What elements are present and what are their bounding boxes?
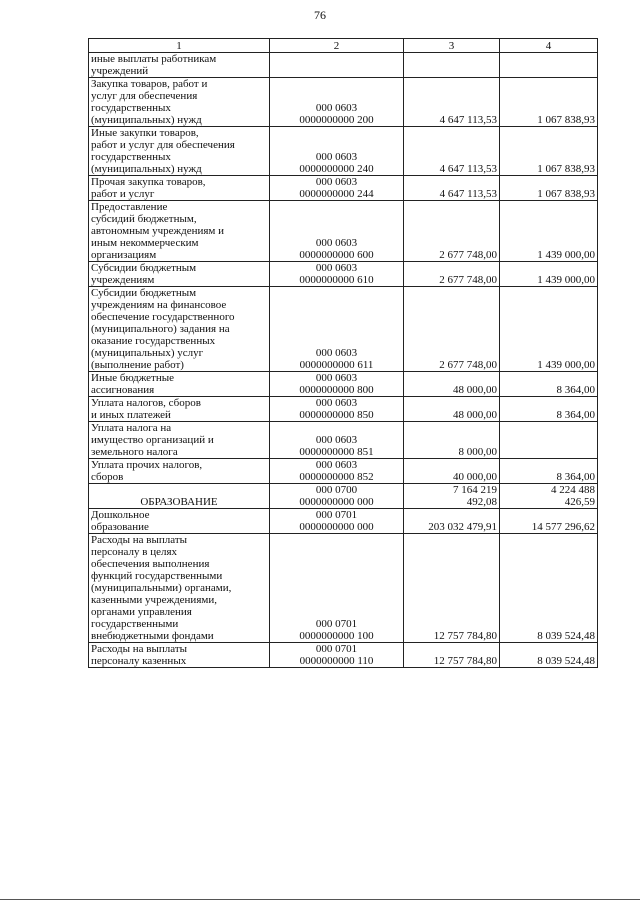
- table-row: [89, 287, 598, 372]
- row-name-cell: Расходы на выплаты персоналу в целях обеспечения выполнения функций государственными (муниципальными) органами, казенными учреждениями, органами управления государственными внебюджетными фондами: [89, 534, 270, 643]
- row-code-cell: 000 0603 0000000000 800: [270, 372, 404, 397]
- column-header: 2: [270, 39, 404, 53]
- table-row: [89, 484, 598, 509]
- row-code-cell: 000 0603 0000000000 852: [270, 459, 404, 484]
- row-name-cell: Расходы на выплаты персоналу казенных: [89, 643, 270, 668]
- row-code-cell: 000 0700 0000000000 000: [270, 484, 404, 509]
- row-code-cell: 000 0603 0000000000 610: [270, 262, 404, 287]
- row-name-cell: Дошкольное образование: [89, 509, 270, 534]
- row-value-col3-cell: 12 757 784,80: [404, 534, 500, 643]
- row-name-cell: Субсидии бюджетным учреждениям: [89, 262, 270, 287]
- row-value-col4-cell: 14 577 296,62: [500, 509, 598, 534]
- row-value-col3-cell: 7 164 219 492,08: [404, 484, 500, 509]
- row-code-cell: 000 0603 0000000000 850: [270, 397, 404, 422]
- row-code-cell: 000 0603 0000000000 244: [270, 176, 404, 201]
- row-name-cell: Прочая закупка товаров, работ и услуг: [89, 176, 270, 201]
- table-row: [89, 372, 598, 397]
- row-value-col4-cell: 8 039 524,48: [500, 534, 598, 643]
- row-name-cell: Иные бюджетные ассигнования: [89, 372, 270, 397]
- row-code-cell: 000 0603 0000000000 600: [270, 201, 404, 262]
- row-value-col4-cell: 8 364,00: [500, 372, 598, 397]
- column-header: 1: [89, 39, 270, 53]
- row-value-col3-cell: 203 032 479,91: [404, 509, 500, 534]
- row-code-cell: 000 0603 0000000000 240: [270, 127, 404, 176]
- row-value-col4-cell: 8 364,00: [500, 459, 598, 484]
- row-value-col4-cell: [500, 422, 598, 459]
- row-value-col3-cell: 2 677 748,00: [404, 262, 500, 287]
- row-code-cell: 000 0603 0000000000 200: [270, 78, 404, 127]
- row-name-cell: Предоставление субсидий бюджетным, автономным учреждениям и иным некоммерческим организациям: [89, 201, 270, 262]
- row-value-col4-cell: 1 439 000,00: [500, 262, 598, 287]
- row-value-col3-cell: 8 000,00: [404, 422, 500, 459]
- row-value-col3-cell: [404, 53, 500, 78]
- row-value-col3-cell: 40 000,00: [404, 459, 500, 484]
- row-value-col3-cell: 48 000,00: [404, 397, 500, 422]
- table-row: [89, 422, 598, 459]
- page-number: 76: [314, 8, 326, 22]
- table-row: [89, 201, 598, 262]
- row-value-col4-cell: 1 439 000,00: [500, 201, 598, 262]
- table-row: [89, 176, 598, 201]
- table-row: [89, 397, 598, 422]
- row-value-col4-cell: 1 067 838,93: [500, 78, 598, 127]
- budget-table: [88, 38, 598, 668]
- row-value-col3-cell: 4 647 113,53: [404, 78, 500, 127]
- row-value-col4-cell: 8 364,00: [500, 397, 598, 422]
- row-value-col4-cell: [500, 53, 598, 78]
- row-value-col4-cell: 1 439 000,00: [500, 287, 598, 372]
- table-row: [89, 53, 598, 78]
- row-code-cell: [270, 53, 404, 78]
- row-code-cell: 000 0603 0000000000 851: [270, 422, 404, 459]
- table-row: [89, 78, 598, 127]
- table-row: [89, 643, 598, 668]
- column-header: 3: [404, 39, 500, 53]
- row-name-cell: Закупка товаров, работ и услуг для обеспечения государственных (муниципальных) нужд: [89, 78, 270, 127]
- row-value-col4-cell: 4 224 488 426,59: [500, 484, 598, 509]
- table-row: [89, 262, 598, 287]
- row-value-col3-cell: 2 677 748,00: [404, 287, 500, 372]
- row-name-cell: Уплата налога на имущество организаций и земельного налога: [89, 422, 270, 459]
- row-code-cell: 000 0603 0000000000 611: [270, 287, 404, 372]
- row-value-col4-cell: 1 067 838,93: [500, 127, 598, 176]
- row-code-cell: 000 0701 0000000000 110: [270, 643, 404, 668]
- row-value-col4-cell: 1 067 838,93: [500, 176, 598, 201]
- row-value-col3-cell: 12 757 784,80: [404, 643, 500, 668]
- row-value-col3-cell: 4 647 113,53: [404, 176, 500, 201]
- row-value-col3-cell: 4 647 113,53: [404, 127, 500, 176]
- row-name-cell: Субсидии бюджетным учреждениям на финансовое обеспечение государственного (муниципального) задания на оказание государственных (муниципальных) услуг (выполнение работ): [89, 287, 270, 372]
- row-name-cell: Иные закупки товаров, работ и услуг для обеспечения государственных (муниципальных) нужд: [89, 127, 270, 176]
- row-name-cell: Уплата налогов, сборов и иных платежей: [89, 397, 270, 422]
- table-row: [89, 459, 598, 484]
- row-code-cell: 000 0701 0000000000 100: [270, 534, 404, 643]
- row-code-cell: 000 0701 0000000000 000: [270, 509, 404, 534]
- row-name-cell: иные выплаты работникам учреждений: [89, 53, 270, 78]
- table-header-row: [89, 39, 598, 53]
- page-bottom-rule: [0, 899, 640, 900]
- column-header: 4: [500, 39, 598, 53]
- row-name-cell: Уплата прочих налогов, сборов: [89, 459, 270, 484]
- row-name-cell: ОБРАЗОВАНИЕ: [89, 484, 270, 509]
- row-value-col3-cell: 48 000,00: [404, 372, 500, 397]
- row-value-col3-cell: 2 677 748,00: [404, 201, 500, 262]
- table-row: [89, 534, 598, 643]
- row-value-col4-cell: 8 039 524,48: [500, 643, 598, 668]
- table-row: [89, 509, 598, 534]
- table-row: [89, 127, 598, 176]
